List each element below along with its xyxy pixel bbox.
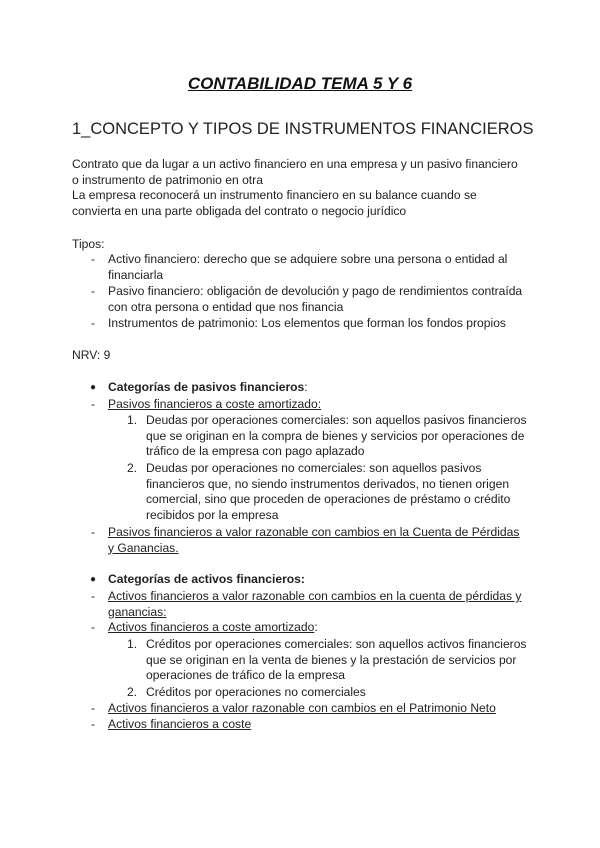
- list-number: 1.: [127, 413, 138, 427]
- activos-item: [108, 589, 521, 620]
- activos-subitem: [146, 685, 366, 701]
- pasivos-item-line: y Ganancias.: [108, 540, 179, 555]
- list-number: 1.: [127, 637, 138, 651]
- section-heading: 1_CONCEPTO Y TIPOS DE INSTRUMENTOS FINANCIEROS: [72, 120, 534, 138]
- subitem-line: Créditos por operaciones no comerciales: [146, 685, 366, 699]
- pasivos-subitem: [146, 413, 527, 460]
- dash-marker: -: [91, 620, 96, 634]
- subitem-line: que se originan en la compra de bienes y servicios por operaciones de: [146, 428, 525, 443]
- subitem-line: Deudas por operaciones no comerciales: son aquellos pasivos: [146, 461, 482, 475]
- activos-subitem: [146, 637, 526, 684]
- pasivos-item-line: Pasivos financieros a valor razonable con cambios en la Cuenta de Pérdidas: [108, 525, 520, 539]
- intro-line: convierta en una parte obligada del contrato o negocio jurídico: [72, 203, 407, 218]
- intro-line: o instrumento de patrimonio en otra: [72, 172, 263, 187]
- subitem-line: Créditos por operaciones comerciales: son aquellos activos financieros: [146, 637, 527, 651]
- subitem-line: que se originan en la venta de bienes y la prestación de servicios por: [146, 652, 517, 667]
- pasivos-subitem: [146, 461, 510, 523]
- pasivos-heading-suffix: :: [304, 380, 308, 394]
- activos-item: [108, 620, 318, 636]
- activos-item: Activos financieros a valor razonable con cambios en el Patrimonio Neto: [108, 701, 496, 715]
- activos-item: Activos financieros a coste: [108, 717, 252, 731]
- subitem-line: comercial, sino que proceden de operaciones de préstamo o crédito: [146, 492, 511, 506]
- pasivos-heading: [108, 380, 308, 396]
- tipos-item: [108, 252, 507, 283]
- activos-item-line: ganancias:: [108, 604, 167, 619]
- subitem-line: tráfico de la empresa con pago aplazado: [146, 444, 365, 458]
- tipos-item-line: Instrumentos de patrimonio: Los elementos que forman los fondos propios: [108, 316, 506, 330]
- intro-line: Contrato que da lugar a un activo financiero en una empresa y un pasivo financiero: [72, 157, 518, 171]
- dash-marker: -: [91, 717, 96, 731]
- tipos-item-line: financiarla: [108, 267, 164, 282]
- subitem-line: recibidos por la empresa: [146, 507, 279, 522]
- pasivos-heading-text: Categorías de pasivos financieros: [108, 380, 305, 394]
- tipos-item: [108, 284, 522, 315]
- intro-paragraph: [72, 157, 518, 219]
- dash-marker: -: [91, 701, 96, 715]
- activos-item-text: Activos financieros a coste amortizado: [108, 620, 315, 634]
- subitem-line: financieros que, no siendo instrumentos derivados, no tienen origen: [146, 476, 510, 491]
- dash-marker: -: [91, 284, 96, 298]
- bullet-icon: ●: [90, 382, 97, 393]
- pasivos-item: Pasivos financieros a coste amortizado:: [108, 397, 322, 411]
- list-number: 2.: [127, 685, 138, 699]
- dash-marker: -: [91, 525, 96, 539]
- activos-heading: Categorías de activos financieros:: [108, 572, 305, 586]
- list-number: 2.: [127, 461, 138, 475]
- document-title: CONTABILIDAD TEMA 5 Y 6: [187, 74, 413, 93]
- pasivos-item: [108, 525, 519, 556]
- dash-marker: -: [91, 397, 96, 411]
- tipos-item-line: Pasivo financiero: obligación de devolución y pago de rendimientos contraída: [108, 284, 523, 298]
- dash-marker: -: [91, 589, 96, 603]
- tipos-item: [108, 316, 506, 332]
- activos-item-suffix: :: [314, 620, 318, 634]
- bullet-icon: ●: [90, 574, 97, 585]
- dash-marker: -: [91, 252, 96, 266]
- tipos-item-line: con otra persona o entidad que nos financia: [108, 299, 344, 314]
- tipos-item-line: Activo financiero: derecho que se adquiere sobre una persona o entidad al: [108, 252, 508, 266]
- subitem-line: operaciones de tráfico de la empresa: [146, 668, 345, 682]
- subitem-line: Deudas por operaciones comerciales: son aquellos pasivos financieros: [146, 413, 527, 427]
- activos-item-line: Activos financieros a valor razonable con cambios en la cuenta de pérdidas y: [108, 589, 522, 603]
- tipos-label: Tipos:: [72, 237, 105, 251]
- intro-line: La empresa reconocerá un instrumento financiero en su balance cuando se: [72, 188, 477, 202]
- dash-marker: -: [91, 316, 96, 330]
- nrv-label: NRV: 9: [72, 348, 111, 362]
